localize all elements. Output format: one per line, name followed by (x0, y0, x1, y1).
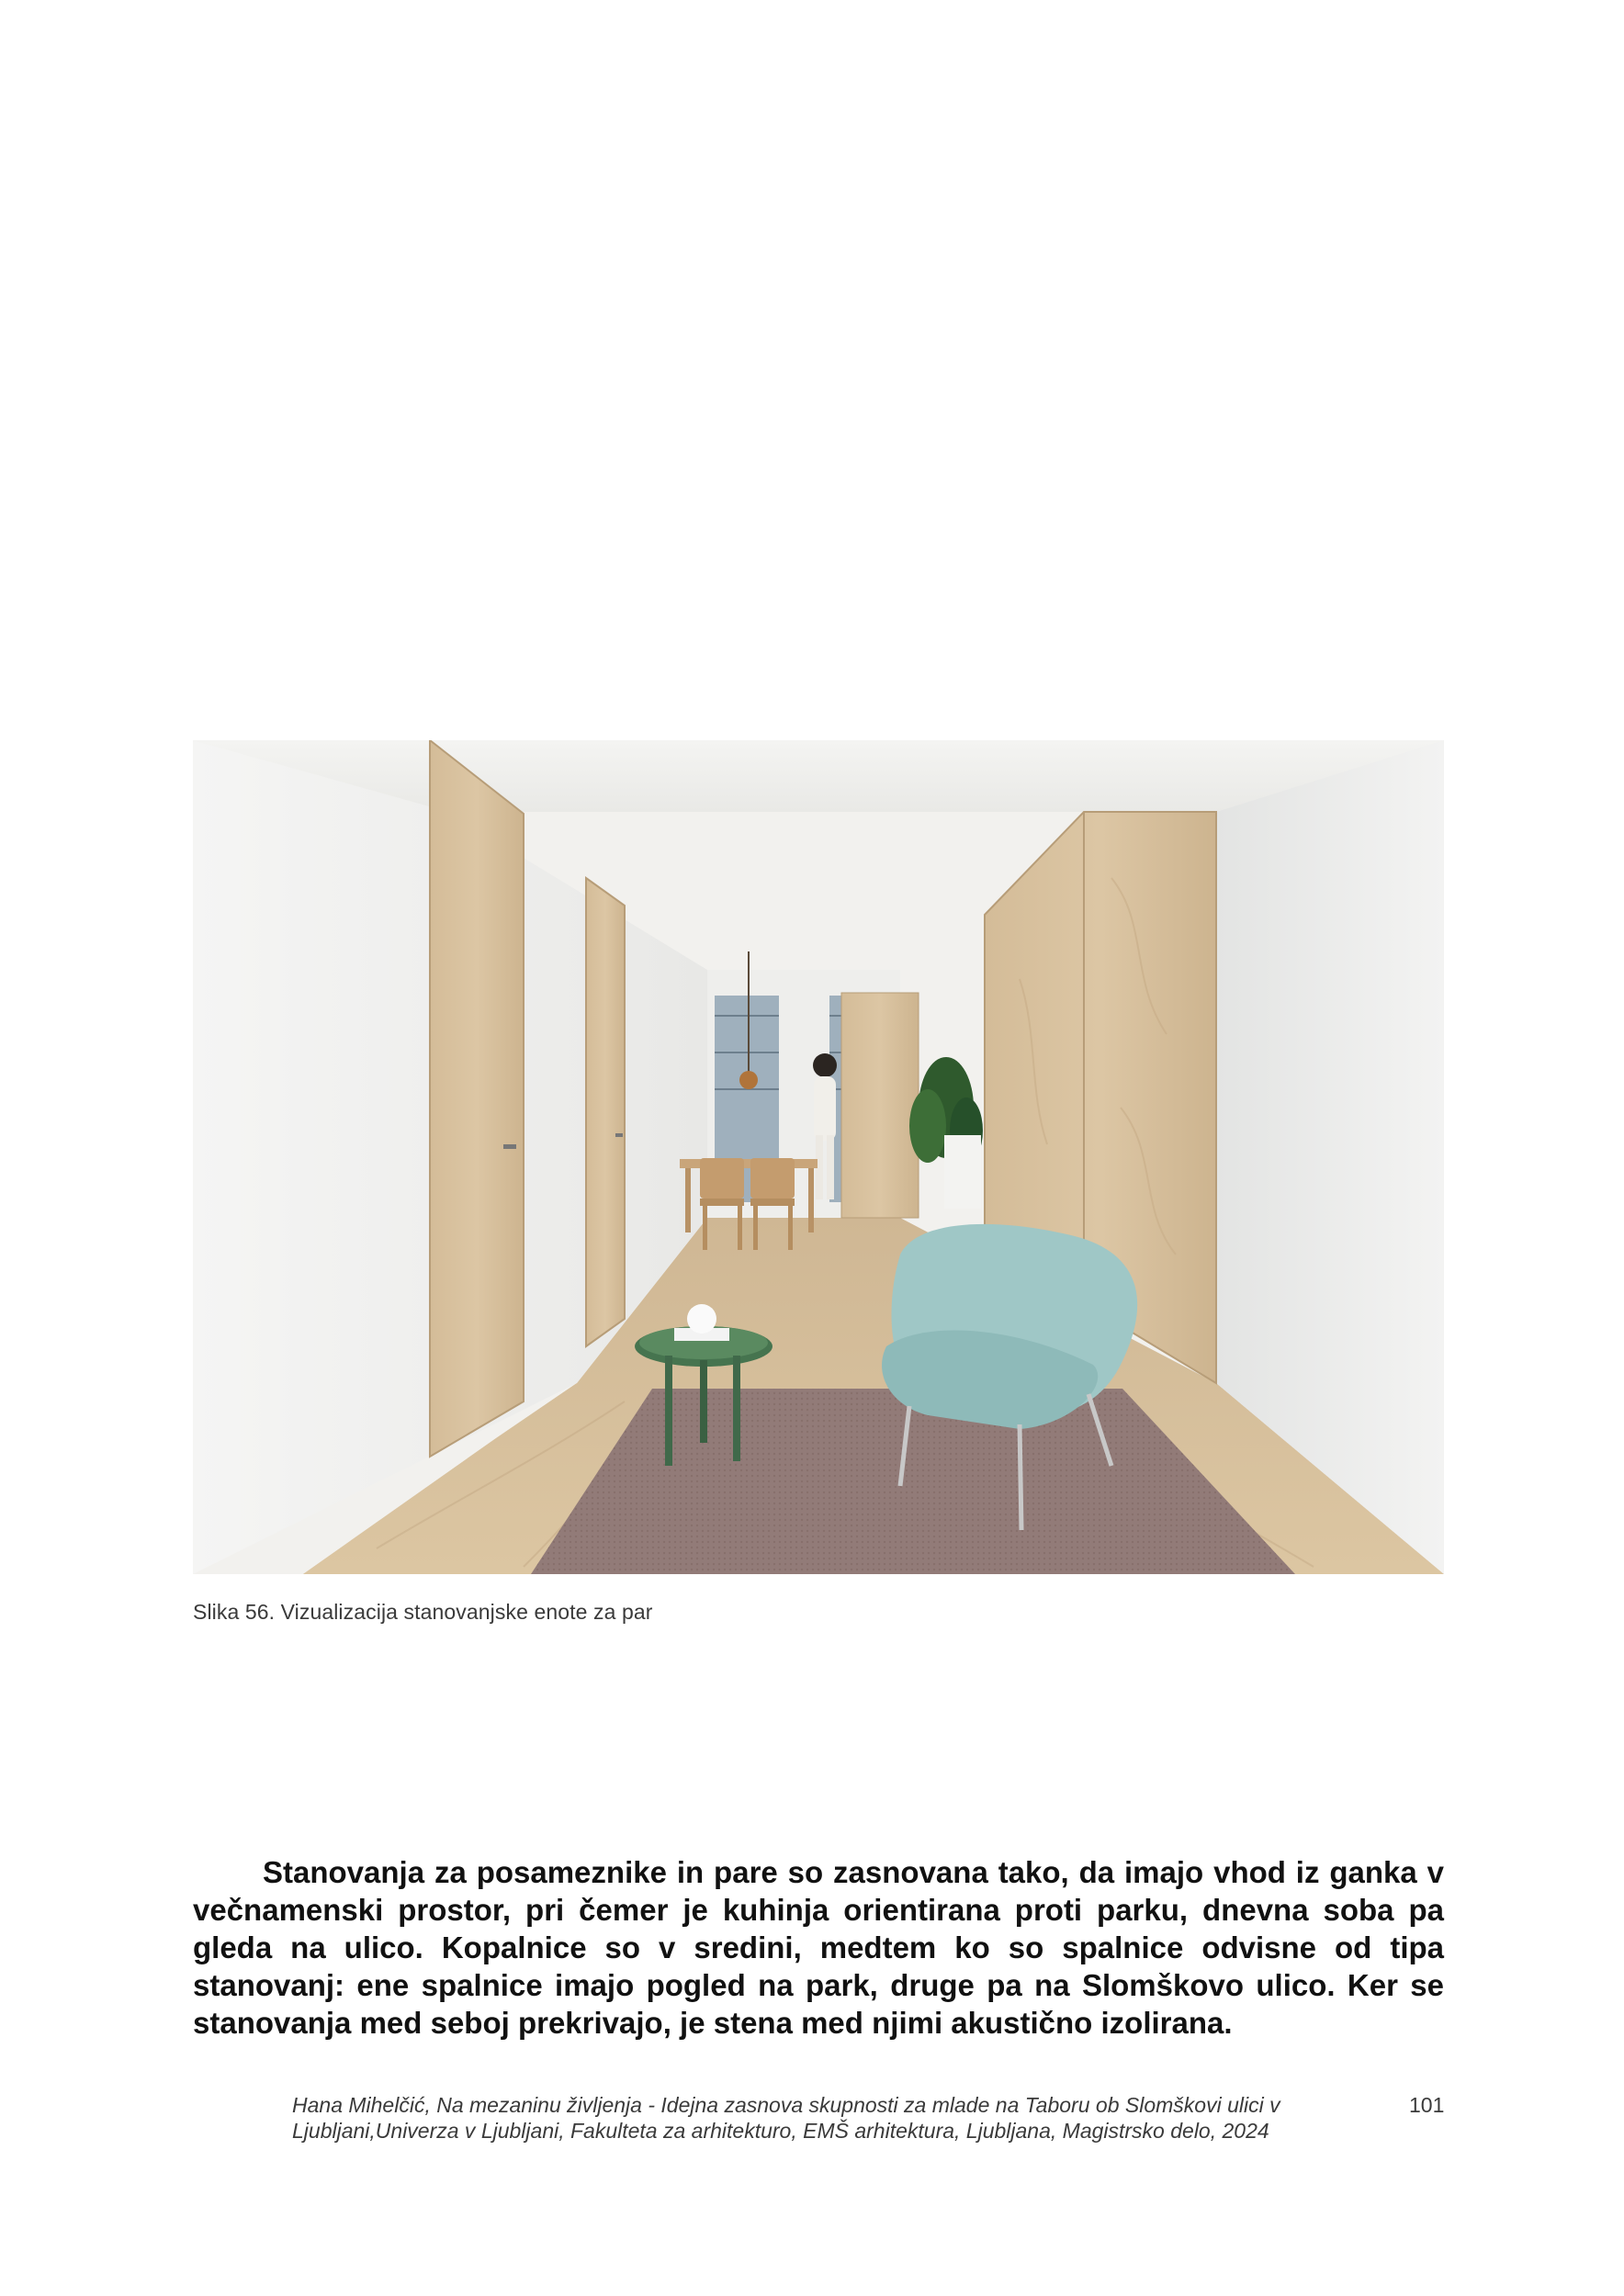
kitchen-counter (944, 1135, 981, 1209)
pendant-lamp (739, 1071, 758, 1089)
wood-column (841, 993, 919, 1218)
interior-render-image (193, 740, 1444, 1574)
citation-line-2: Ljubljani,Univerza v Ljubljani, Fakulteta za arhitekturo, EMŠ arhitektura, Ljubljana, Magistrsko delo, 2024 (292, 2119, 1269, 2143)
door-left-far (586, 878, 625, 1346)
body-paragraph: Stanovanja za posameznike in pare so zasnovana tako, da imajo vhod iz ganka v večnamenski prostor, pri čemer je kuhinja orientirana proti parku, dnevna soba pa gleda na ulico. Kopalnice so v sredini, medtem ko so spalnice odvisne od tipa stanovanj: ene spalnice imajo pogled na park, druge pa na Slomškovo ulico. Ker se stanovanja med seboj prekrivajo, je stena med njimi akustično izolirana. (193, 1855, 1444, 2040)
door-left-near (430, 740, 524, 1457)
figure-caption: Slika 56. Vizualizacija stanovanjske enote za par (193, 1600, 653, 1624)
page-number: 101 (1409, 2093, 1445, 2117)
door-handle-near (503, 1144, 516, 1149)
figure-interior-visualization (193, 740, 1444, 1574)
citation-line-1: Hana Mihelčić, Na mezaninu življenja - Idejna zasnova skupnosti za mlade na Taboru ob Slomškovi ulici v (292, 2093, 1280, 2117)
footer-citation (292, 2092, 1358, 2144)
